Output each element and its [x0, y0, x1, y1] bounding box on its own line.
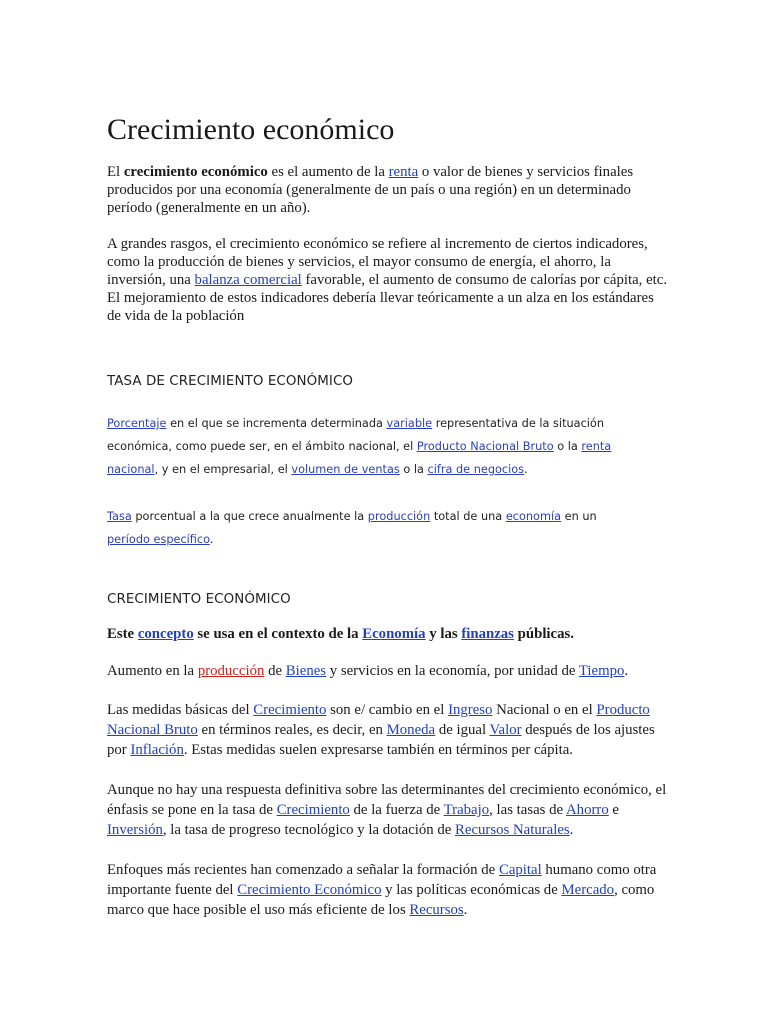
link-variable[interactable]: variable	[386, 417, 433, 430]
text: Aunque no hay una respuesta definitiva sobre las determinantes del crecimiento económico, el énfasis se pone en la tasa de	[107, 782, 667, 818]
link-recursos-naturales[interactable]: Recursos Naturales	[455, 822, 570, 838]
text: .	[524, 463, 528, 476]
link-renta-nacional[interactable]: renta nacional	[107, 440, 612, 476]
link-ahorro[interactable]: Ahorro	[565, 802, 609, 818]
text: e	[608, 802, 620, 818]
text: . Estas medidas suelen expresarse también en términos per cápita.	[183, 742, 573, 758]
link-tiempo[interactable]: Tiempo	[578, 663, 625, 679]
link-crecimiento-economico[interactable]: Crecimiento Económico	[237, 882, 382, 898]
link-producto-nacional-bruto[interactable]: Producto Nacional Bruto	[416, 440, 554, 453]
tasa-paragraph-1	[107, 412, 637, 481]
bold-term: crecimiento económico	[123, 164, 268, 180]
text: en términos reales, es decir, en	[197, 722, 387, 738]
crecimiento-paragraph-2	[107, 700, 669, 760]
text: Enfoques más recientes han comenzado a señalar la formación de	[107, 862, 499, 878]
link-renta[interactable]: renta	[388, 164, 419, 180]
intro-paragraph-2	[107, 235, 667, 325]
section-heading-tasa: TASA DE CRECIMIENTO ECONÓMICO	[107, 374, 354, 389]
crecimiento-paragraph-3	[107, 780, 669, 840]
page-title: Crecimiento económico	[107, 113, 395, 146]
link-periodo-especifico[interactable]: período específico	[107, 533, 210, 546]
text: de	[264, 663, 286, 679]
text: y servicios en la economía, por unidad de	[326, 663, 579, 679]
text: Las medidas básicas del	[107, 702, 254, 718]
link-finanzas[interactable]: finanzas	[461, 626, 514, 642]
text: , y en el empresarial, el	[154, 463, 292, 476]
link-tasa[interactable]: Tasa	[107, 510, 132, 523]
link-inflacion[interactable]: Inflación	[130, 742, 184, 758]
text: A grandes rasgos, el crecimiento económico se refiere al incremento de ciertos indicadores, como la producción de bienes y servicios, el mayor consumo de energía, el ahorro, la inversión, una	[107, 236, 648, 288]
link-inversion[interactable]: Inversión	[107, 822, 163, 838]
link-producto-nacional-bruto-2[interactable]: Producto Nacional Bruto	[107, 702, 650, 738]
link-bienes[interactable]: Bienes	[285, 663, 327, 679]
text: favorable, el aumento de consumo de calorías por cápita, etc. El mejoramiento de estos indicadores debería llevar teóricamente a un alza en los estándares de vida de la población	[107, 272, 668, 324]
text: de igual	[435, 722, 490, 738]
text: es el aumento de la	[267, 164, 389, 180]
text: o valor de bienes y servicios finales producidos por una economía (generalmente de un país o una región) en un determinado período (generalmente en un año).	[107, 164, 634, 216]
text: Nacional o en el	[492, 702, 597, 718]
text: de la fuerza de	[349, 802, 444, 818]
text: total de una	[430, 510, 506, 523]
text: o la	[399, 463, 428, 476]
link-cifra-de-negocios[interactable]: cifra de negocios	[427, 463, 525, 476]
text: en el que se incrementa determinada	[166, 417, 387, 430]
link-volumen-de-ventas[interactable]: volumen de ventas	[291, 463, 400, 476]
text: .	[569, 822, 574, 838]
link-valor[interactable]: Valor	[489, 722, 522, 738]
text: .	[463, 902, 468, 918]
crecimiento-paragraph-1	[107, 661, 669, 681]
link-produccion[interactable]: producción	[367, 510, 431, 523]
link-produccion-2[interactable]: producción	[197, 663, 265, 679]
text: representativa de la situación económica, como puede ser, en el ámbito nacional, el	[107, 417, 605, 453]
link-mercado[interactable]: Mercado	[561, 882, 615, 898]
text: , como marco que hace posible el uso más eficiente de los	[107, 882, 655, 918]
link-trabajo[interactable]: Trabajo	[443, 802, 490, 818]
link-ingreso[interactable]: Ingreso	[448, 702, 493, 718]
text: se usa en el contexto de la	[193, 626, 363, 642]
text: , la tasa de progreso tecnológico y la dotación de	[162, 822, 456, 838]
text: y las	[425, 626, 462, 642]
text: Aumento en la	[107, 663, 198, 679]
text: .	[209, 533, 214, 546]
text: o la	[553, 440, 582, 453]
crecimiento-paragraph-4	[107, 860, 669, 920]
link-economia[interactable]: economía	[505, 510, 562, 523]
link-recursos[interactable]: Recursos	[409, 902, 464, 918]
text: humano como otra importante fuente del	[107, 862, 657, 898]
link-economia-2[interactable]: Economía	[362, 626, 426, 642]
text: porcentual a la que crece anualmente la	[131, 510, 368, 523]
text: son e/ cambio en el	[326, 702, 449, 718]
crecimiento-lead	[107, 624, 669, 644]
text: El	[107, 164, 124, 180]
text: .	[624, 663, 629, 679]
text: Este	[107, 626, 138, 642]
text: , las tasas de	[489, 802, 566, 818]
link-balanza-comercial[interactable]: balanza comercial	[194, 272, 302, 288]
section-heading-crecimiento: CRECIMIENTO ECONÓMICO	[107, 592, 291, 607]
link-crecimiento-2[interactable]: Crecimiento	[276, 802, 350, 818]
text: después de los ajustes por	[107, 722, 655, 758]
link-capital[interactable]: Capital	[498, 862, 542, 878]
intro-paragraph-1	[107, 163, 667, 217]
text: públicas.	[513, 626, 574, 642]
link-porcentaje[interactable]: Porcentaje	[107, 417, 167, 430]
text: y las políticas económicas de	[381, 882, 562, 898]
link-moneda[interactable]: Moneda	[386, 722, 436, 738]
text: en un	[561, 510, 597, 523]
link-concepto[interactable]: concepto	[137, 626, 194, 642]
tasa-paragraph-2	[107, 505, 637, 551]
link-crecimiento[interactable]: Crecimiento	[253, 702, 327, 718]
